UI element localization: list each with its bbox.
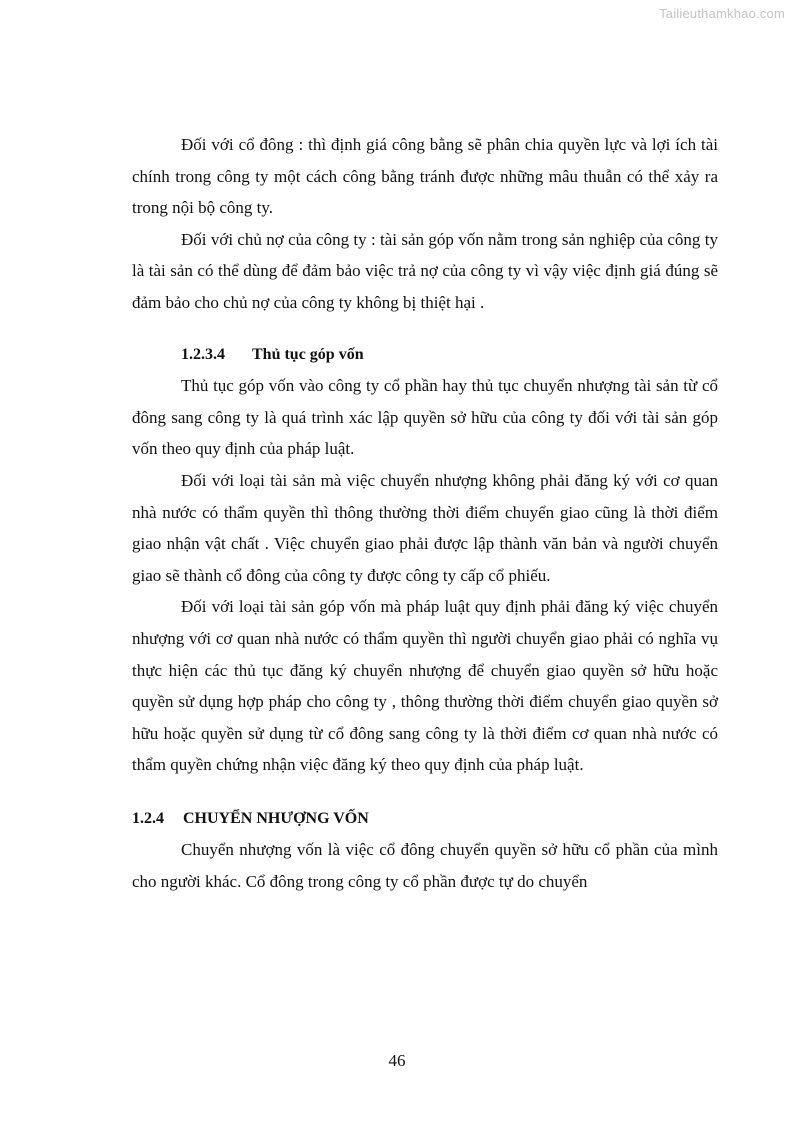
section-heading-124 [132,803,718,835]
section-title: CHUYỂN NHƯỢNG VỐN [183,809,369,827]
section-number: 1.2.4 [132,809,164,827]
paragraph-unregistered-assets: Đối với loại tài sản mà việc chuyển nhượng không phải đăng ký với cơ quan nhà nước có thẩm quyền thì thông thường thời điểm chuyển giao cũng là thời điểm giao nhận vật chất . Việc chuyển giao phải được lập thành văn bản và người chuyển giao sẽ thành cổ đông của công ty được công ty cấp cổ phiếu. [132,470,718,585]
paragraph-shareholder: Đối với cổ đông : thì định giá công bằng sẽ phân chia quyền lực và lợi ích tài chính trong công ty một cách công bằng tránh được những mâu thuẫn có thể xảy ra trong nội bộ công ty. [132,135,718,218]
paragraph-registered-assets: Đối với loại tài sản góp vốn mà pháp luật quy định phải đăng ký việc chuyển nhượng với cơ quan nhà nước có thẩm quyền thì người chuyển giao phải có nghĩa vụ thực hiện các thủ tục đăng ký chuyển nhượng để chuyển giao quyền sở hữu hoặc quyền sử dụng hợp pháp cho công ty , thông thường thời điểm chuyển giao quyền sở hữu hoặc quyền sử dụng từ cổ đông sang công ty là thời điểm cơ quan nhà nước có thẩm quyền chứng nhận việc đăng ký theo quy định của pháp luật. [132,597,718,775]
paragraph-procedure: Thủ tục góp vốn vào công ty cổ phần hay thủ tục chuyển nhượng tài sản từ cổ đông sang công ty là quá trình xác lập quyền sở hữu của công ty đối với tài sản góp vốn theo quy định của pháp luật. [132,376,718,459]
document-body [132,129,718,898]
page-number: 46 [388,1051,406,1070]
section-title: Thủ tục góp vốn [252,345,364,363]
section-number: 1.2.3.4 [181,345,225,363]
watermark: Tailieuthamkhao.com [659,6,785,21]
section-heading-1234 [132,339,718,371]
paragraph-transfer: Chuyển nhượng vốn là việc cổ đông chuyển quyền sở hữu cổ phần của mình cho người khác. Cổ đông trong công ty cổ phần được tự do chuyển [132,840,718,892]
paragraph-creditor: Đối với chủ nợ của công ty : tài sản góp vốn nằm trong sản nghiệp của công ty là tài sản có thể dùng để đảm bảo việc trả nợ của công ty vì vậy việc định giá đúng sẽ đảm bảo cho chủ nợ của công ty không bị thiệt hại . [132,229,718,312]
